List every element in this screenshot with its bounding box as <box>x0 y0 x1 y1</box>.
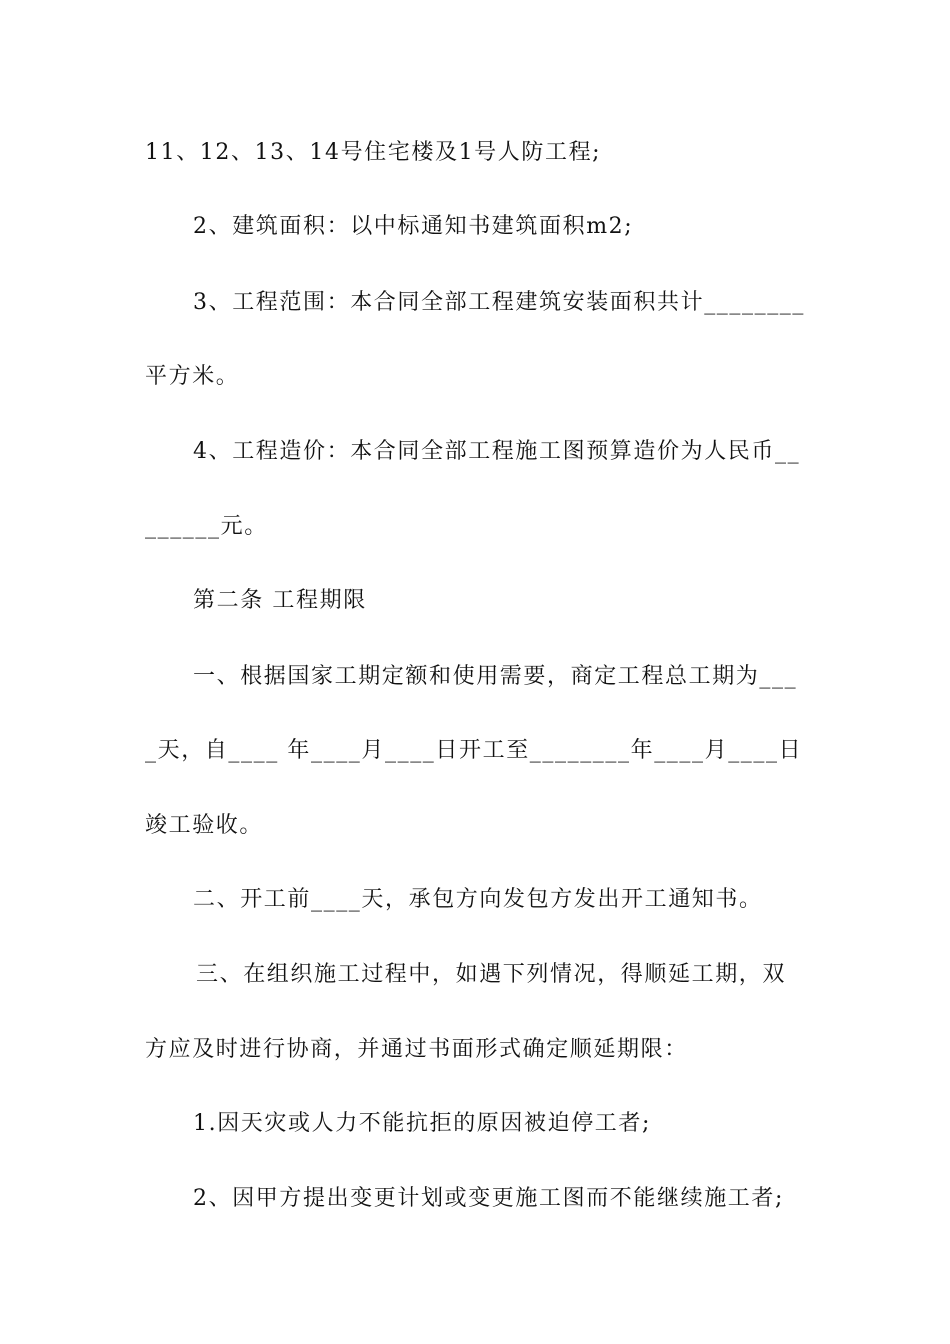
text-line: 11、12、13、14号住宅楼及1号人防工程; <box>145 140 602 165</box>
text-line: _天，自____ 年____月____日开工至________年____月____日 <box>145 738 803 763</box>
text-line: 二、开工前____天，承包方向发包方发出开工通知书。 <box>193 887 763 912</box>
text-line: 方应及时进行协商，并通过书面形式确定顺延期限： <box>145 1037 688 1062</box>
text-line: ______元。 <box>145 514 268 539</box>
text-line: 平方米。 <box>145 364 240 389</box>
text-line: 1.因天灾或人力不能抗拒的原因被迫停工者; <box>193 1111 652 1136</box>
text-line: 2、因甲方提出变更计划或变更施工图而不能继续施工者; <box>193 1186 785 1211</box>
text-line: 一、根据国家工期定额和使用需要，商定工程总工期为___ <box>193 664 798 689</box>
text-line: 3、工程范围：本合同全部工程建筑安装面积共计________ <box>193 290 805 315</box>
text-line: 4、工程造价：本合同全部工程施工图预算造价为人民币__ <box>193 439 801 464</box>
text-line: 竣工验收。 <box>145 813 264 838</box>
text-line: 三、在组织施工过程中，如遇下列情况，得顺延工期，双 <box>196 962 787 987</box>
section-heading: 第二条 工程期限 <box>193 588 367 613</box>
text-line: 2、建筑面积：以中标通知书建筑面积m2; <box>193 214 634 239</box>
